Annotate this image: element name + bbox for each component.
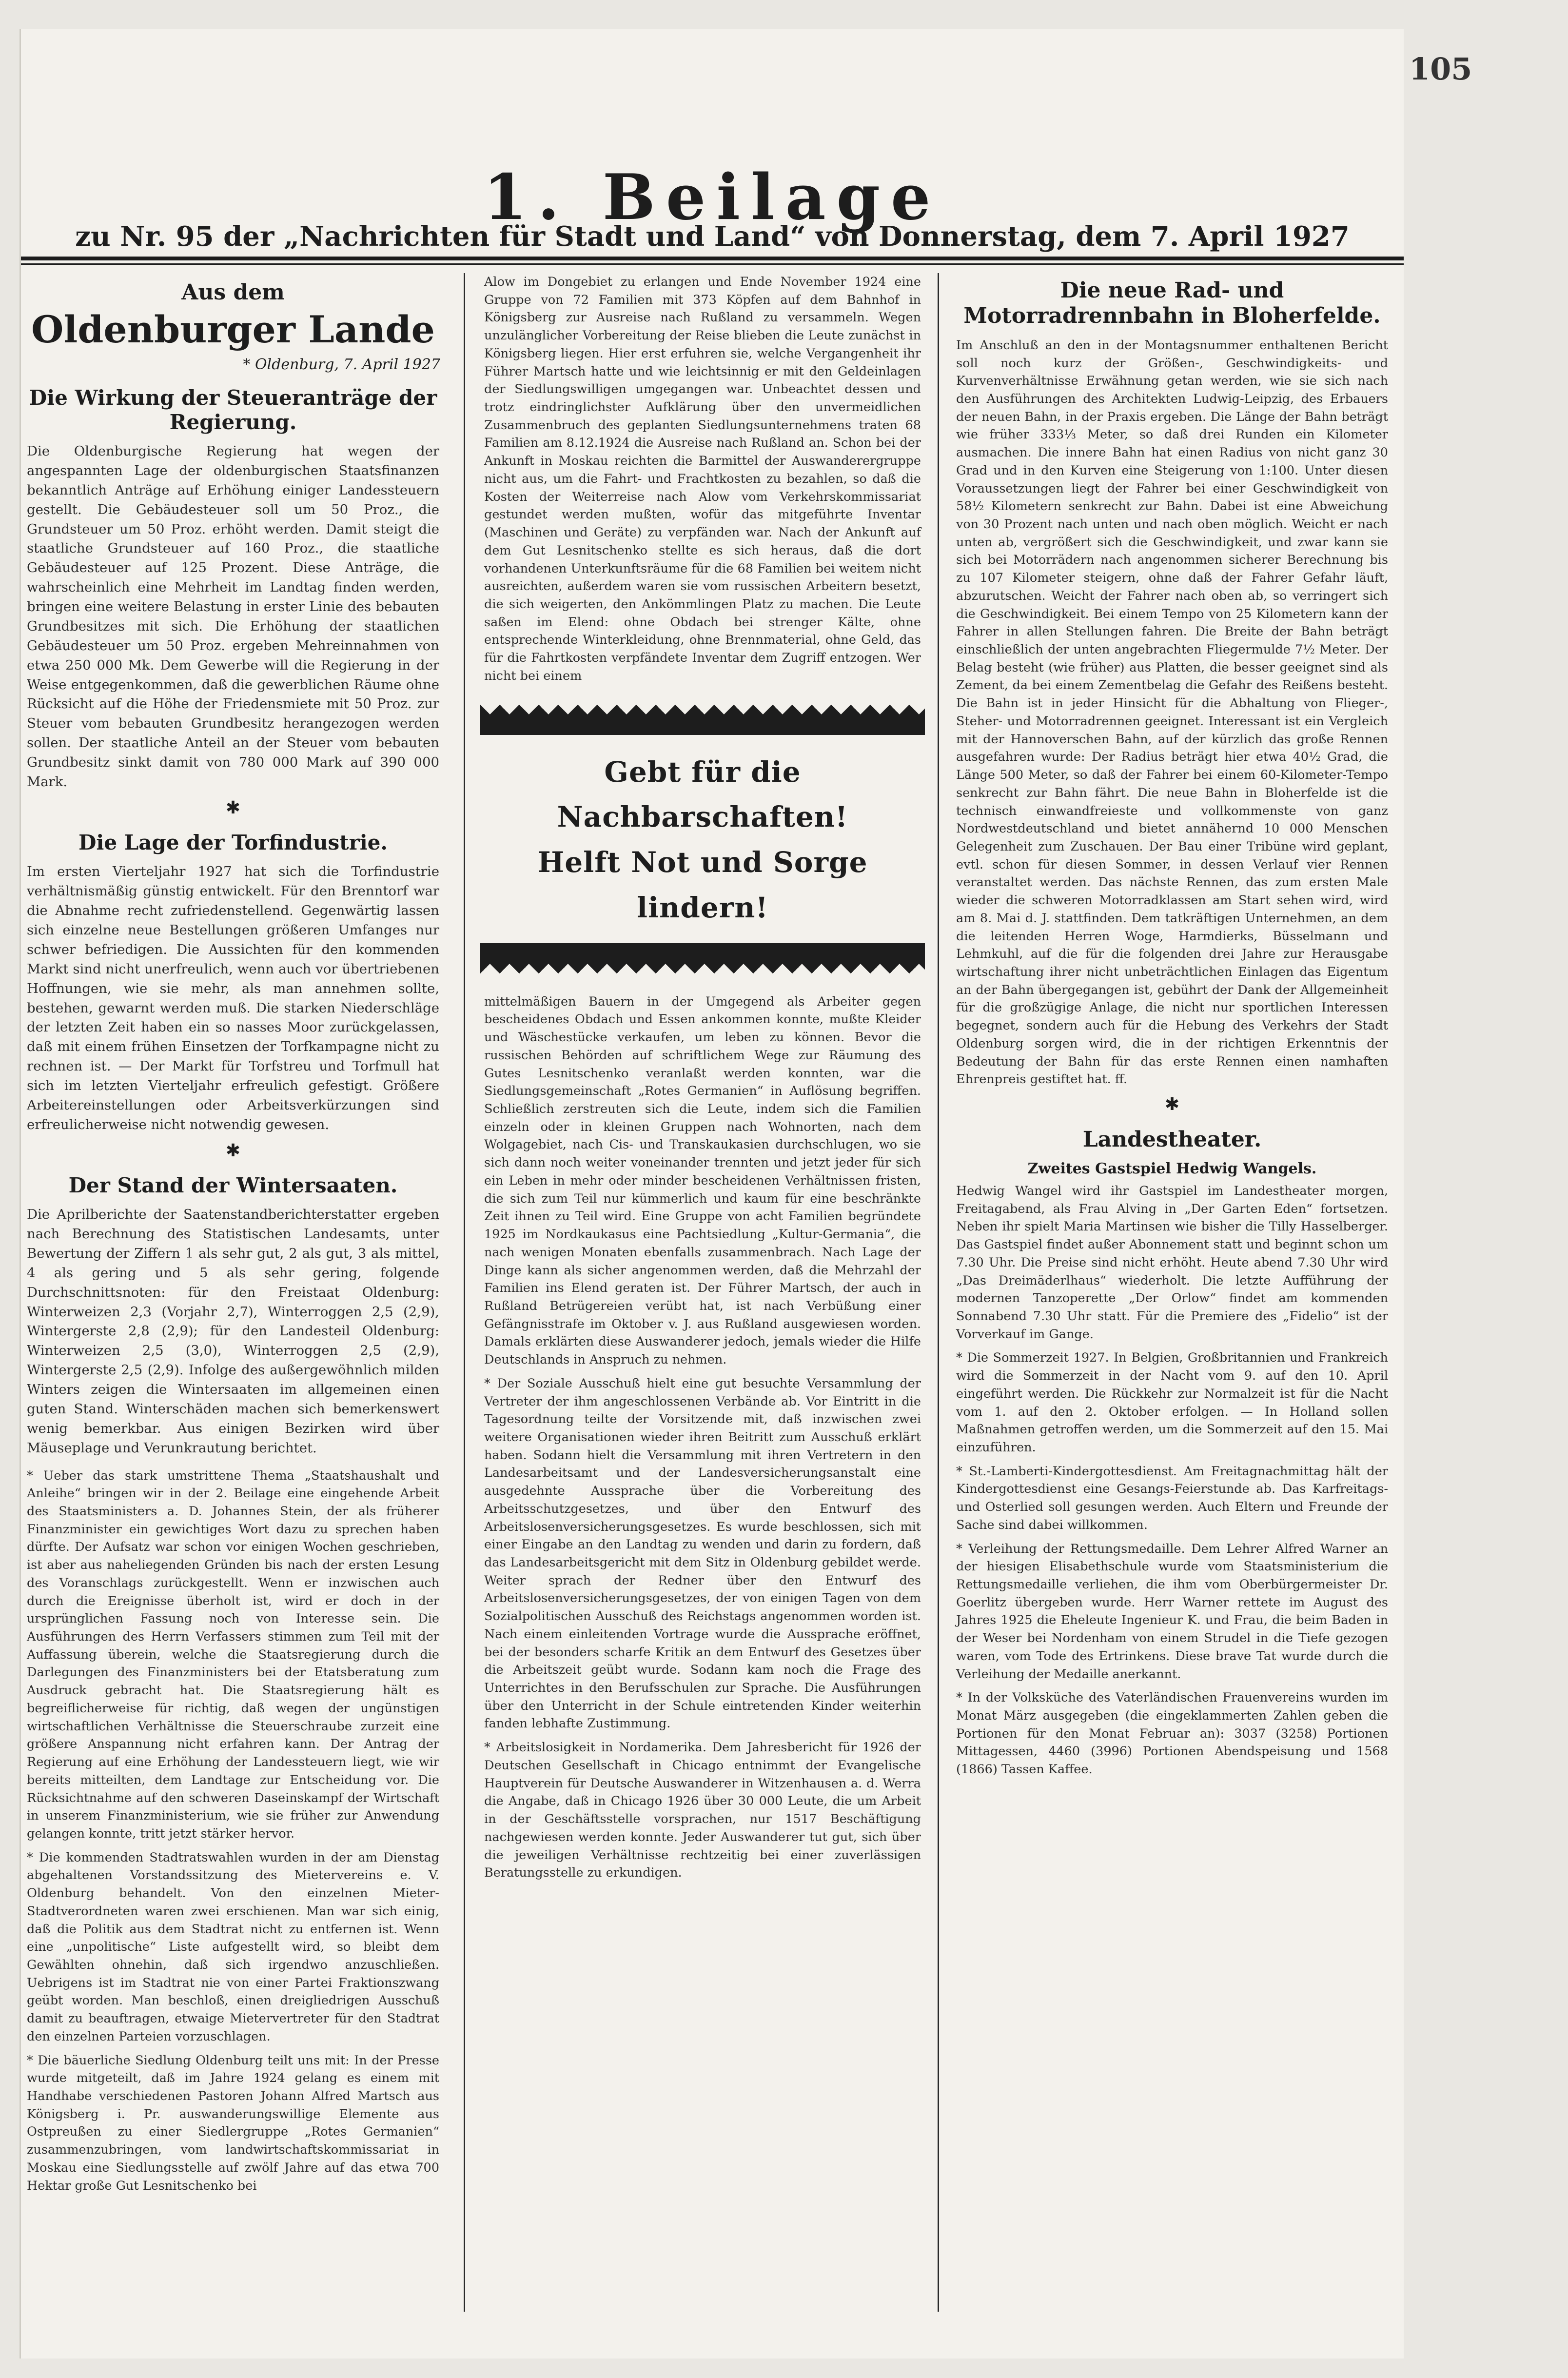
article-body-steueranträge: Die Oldenburgische Regierung hat wegen der angespannten Lage der oldenburgischen Staatsfinanzen bekanntlich Anträge auf Erhöhung einiger Landessteuern gestellt. Die Gebäudesteuer soll um 50 Proz., die Grundsteuer um 50 Proz. erhöht werden. Damit steigt die staatliche Grundsteuer auf 160 Proz., die staatliche Gebäudesteuer auf 125 Prozent. Diese Anträge, die wahrscheinlich eine Mehrheit im Landtag finden werden, bringen eine weitere Belastung in erster Linie des bebauten Grundbesitzes mit sich. Die Erhöhung der staatlichen Gebäudesteuer um 50 Proz. ergeben Mehreinnahmen von etwa 250 000 Mk. Dem Gewerbe will die Regierung in der Weise entgegenkommen, daß die gewerblichen Räume ohne Rücksicht auf die Höhe der Friedensmiete mit 50 Proz. zur Steuer vom bebauten Grundbesitz herangezogen werden sollen. Der staatliche Anteil an der Steuer vom bebauten Grundbesitz sinkt damit von 780 000 Mark auf 390 000 Mark. — [27, 443, 439, 790]
separator-star-icon: ✱ — [225, 1140, 241, 1161]
article-staatshaushalt: * Ueber das stark umstrittene Thema „Staatshaushalt und Anleihe“ bringen wir in der 2. Beilage eine eingehende Arbeit des Staatsministers a. D. Johannes Stein, der als früherer Finanzminister ein gewichtiges Wort dazu zu sprechen haben dürfte. Der Aufsatz war schon vor einigen Wochen geschrieben, ist aber aus naheliegenden Gründen bis nach der ersten Lesung des Voranschlags zurückgestellt. Wenn er inzwischen auch durch die Ereignisse überholt ist, wird er doch in der ursprünglichen Fassung noch von Interesse sein. Die Ausführungen des Herrn Verfassers stimmen zum Teil mit der Auffassung überein, welche die Staatsregierung durch die Darlegungen des Finanzministers bei der Etatsberatung zum Ausdruck gebracht hat. Die Staatsregierung hält es begreiflicherweise für richtig, daß wegen der ungünstigen wirtschaftlichen Verhältnisse die Steuerschraube zurzeit eine größere Anspannung nicht erfahren kann. Der Antrag der Regierung auf eine Erhöhung der Landessteuern liegt, wie wir bereits mitteilten, dem Landtage zur Entscheidung vor. Die Rücksichtnahme auf den schweren Daseinskampf der Wirtschaft in unserem Finanzministerium, wie sie früher zur Anwendung gelangen konnte, tritt jetzt stärker hervor. — [27, 1468, 439, 1841]
appeal-line-1: Gebt für die Nachbarschaften! — [557, 755, 848, 834]
article-subtitle-landestheater: Zweites Gastspiel Hedwig Wangels. — [1027, 1160, 1317, 1177]
appeal-border-top — [480, 703, 925, 730]
supplement-subtitle: zu Nr. 95 der „Nachrichten für Stadt und Land“ von Donnerstag, dem 7. April 1927 — [75, 220, 1350, 253]
masthead-rule-thick — [21, 257, 1404, 260]
column-divider-2 — [938, 273, 939, 2312]
separator-star-icon: ✱ — [225, 797, 241, 818]
article-title-wintersaaten: Der Stand der Wintersaaten. — [68, 1173, 398, 1197]
column-2 — [478, 273, 927, 2312]
appeal-border-bottom — [480, 948, 925, 975]
article-title-rennbahn: Die neue Rad- und Motorradrennbahn in Bloherfelde. — [963, 278, 1381, 328]
supplement-title: 1. Beilage — [483, 161, 941, 234]
separator-star-icon: ✱ — [1164, 1094, 1180, 1114]
column-divider-1 — [464, 273, 465, 2312]
article-body-wintersaaten: Die Aprilberichte der Saatenstandberichterstatter ergeben nach Berechnung des Statistischen Landesamts, unter Bewertung der Ziffern 1 als sehr gut, 2 als gut, 3 als mittel, 4 als gering und 5 als sehr gering, folgende Durchschnittsnoten: für den Freistaat Oldenburg: Winterweizen 2,3 (Vorjahr 2,7), Winterroggen 2,5 (2,9), Wintergerste 2,8 (2,9); für den Landesteil Oldenburg: Winterweizen 2,5 (3,0), Winterroggen 2,5 (2,9), Wintergerste 2,5 (2,9). Infolge des außergewöhnlich milden Winters zeigen die Wintersaaten im allgemeinen einen guten Stand. Winterschäden machen sich bemerkenswert wenig bemerkbar. Aus einigen Bezirken wird über Mäuseplage und Verunkrautung berichtet. — [27, 1207, 439, 1456]
article-body-landestheater: Hedwig Wangel wird ihr Gastspiel im Landestheater morgen, Freitagabend, als Frau Alving in „Der Garten Eden“ fortsetzen. Neben ihr spielt Maria Martinsen wie bisher die Tilly Hasselberger. Das Gastspiel findet außer Abonnement statt und beginnt schon um 7.30 Uhr. Die Preise sind nicht erhöht. Heute abend 7.30 Uhr wird „Das Dreimäderlhaus“ wiederholt. Die letzte Aufführung der modernen Tanzoperette „Der Orlow“ findet am kommenden Sonnabend 7.30 Uhr statt. Für die Premiere des „Fidelio“ ist der Vorverkauf im Gange. — [956, 1183, 1388, 1342]
article-siedlung: * Die bäuerliche Siedlung Oldenburg teilt uns mit: In der Presse wurde mitgeteilt, daß im Jahre 1924 gelang es einem mit Handhabe verschiedenen Pastoren Johann Alfred Martsch aus Königsberg i. Pr. auswanderungswillige Elemente aus Ostpreußen zu einer Siedlergruppe „Rotes Germanien“ zusammenzubringen, vom landwirtschaftskommissariat in Moskau eine Siedlungsstelle auf zwölf Jahre auf das etwa 700 Hektar große Gut Lesnitschenko bei — [27, 2053, 439, 2193]
column-3 — [950, 273, 1394, 2312]
article-body-rennbahn: Im Anschluß an den in der Montagsnummer enthaltenen Bericht soll noch kurz der Größen-, Geschwindigkeits- und Kurvenverhältnisse Erwähnung getan werden, wie sie sich nach den Ausführungen des Architekten Ludwig-Leipzig, des Erbauers der neuen Bahn, in der Praxis ergeben. Die Länge der Bahn beträgt wie früher 333⅓ Meter, so daß drei Runden ein Kilometer ausmachen. Die innere Bahn hat einen Radius von nicht ganz 30 Grad und in den Kurven eine Steigerung von 1:100. Unter diesen Voraussetzungen liegt der Fahrer bei einer Geschwindigkeit von 58½ Kilometern senkrecht zur Bahn. Dabei ist eine Abweichung von 30 Prozent nach unten und nach oben möglich. Weicht er nach unten ab, vergrößert sich die Geschwindigkeit, und zwar kann sie sich bei Motorrädern nach angenommen sicherer Berechnung bis zu 107 Kilometer steigern, ohne daß der Fahrer Gefahr läuft, abzurutschen. Weicht der Fahrer nach oben ab, so verringert sich die Geschwindigkeit. Bei einem Tempo von 25 Kilometern kann der Fahrer in allen Stellungen fahren. Die Breite der Bahn beträgt einschließlich der unten angebrachten Fliegermulde 7½ Meter. Der Belag besteht (wie früher) aus Platten, die besser geeignet sind als Zement, da bei einem Zementbelag die Gefahr des Reißens besteht. Die Bahn ist in jeder Hinsicht für die Abhaltung von Flieger-, Steher- und Motorradrennen geeignet. Interessant ist ein Vergleich mit der Hannoverschen Bahn, auf der kürzlich das große Rennen ausgefahren wurde: Der Radius beträgt hier etwa 40½ Grad, die Länge 500 Meter, so daß der Fahrer bei einem 60-Kilometer-Tempo senkrecht zur Bahn fährt. Die neue Bahn in Bloherfelde ist die technisch einwandfreieste und vollkommenste von ganz Nordwestdeutschland und bietet annähernd 10 000 Menschen Gelegenheit zum Zuschauen. Der Bau einer Tribüne wird geplant, evtl. schon für diesen Sommer, in dessen Verlauf vier Rennen veranstaltet werden. Das nächste Rennen, das zum ersten Male wieder die schweren Motorradklassen am Start sehen wird, wird am 8. Mai d. J. stattfinden. Dem tatkräftigen Unternehmen, an dem die leitenden Herren Woge, Harmdierks, Büsselmann und Lehmkuhl, auf die für die folgenden drei Jahre zur Herausgabe wirtschaftung ihrer nicht unbeträchtlichen Einlagen das Eigentum an der Bahn übergegangen ist, gebührt der Dank der Allgemeinheit für die großzügige Anlage, die nicht nur sportlichen Interessen begegnet, sondern auch für die Hebung des Verkehrs der Stadt Oldenburg sorgen wird, die in der richtigen Erkenntnis der Bedeutung der Bahn für das erste Rennen einen namhaften Ehrenpreis gestiftet hat. ff. — [956, 337, 1388, 1087]
column-1 — [21, 273, 445, 2312]
appeal-box — [480, 703, 925, 975]
article-rettungsmedaille: * Verleihung der Rettungsmedaille. Dem Lehrer Alfred Warner an der hiesigen Elisabethschule wurde vom Staatsministerium die Rettungsmedaille verliehen, die ihm vom Oberbürgermeister Dr. Goerlitz übergeben wurde. Herr Warner rettete im August des Jahres 1925 die Eheleute Ingenieur K. und Frau, die beim Baden in der Weser bei Nordenham von einem Strudel in die Tiefe gezogen waren, vom Tode des Ertrinkens. Diese brave Tat wurde durch die Verleihung der Medaille anerkannt. — [956, 1541, 1388, 1682]
appeal-line-2: Helft Not und Sorge lindern! — [537, 846, 868, 924]
newspaper-sheet — [20, 29, 1404, 2358]
article-body-torfindustrie: Im ersten Vierteljahr 1927 hat sich die Torfindustrie verhältnismäßig günstig entwickelt. Für den Brenntorf war die Abnahme recht zufriedenstellend. Gegenwärtig lassen sich einzelne neue Bestellungen größeren Umfanges nur schwer befriedigen. Die Aussichten für den kommenden Markt sind nicht unerfreulich, wenn auch vor übertriebenen Hoffnungen, wie sie mehr, als man annehmen sollte, bestehen, gewarnt werden muß. Die starken Niederschläge der letzten Zeit haben ein so nasses Moor zurückgelassen, daß mit einem frühen Einsetzen der Torfkampagne nicht zu rechnen ist. — Der Markt für Torfstreu und Torfmull hat sich im letzten Vierteljahr erfreulich gefestigt. Größere Arbeitereinstellungen oder Arbeitsverkürzungen sind erfreulicherweise nicht notwendig gewesen. — [27, 864, 439, 1132]
article-continuation-siedlung: Alow im Dongebiet zu erlangen und Ende November 1924 eine Gruppe von 72 Familien mit 373 Köpfen auf dem Bahnhof in Königsberg zur Ausreise nach Rußland zu versammeln. Wegen unzulänglicher Vorbereitung der Reise blieben die Leute zunächst in Königsberg liegen. Hier erst erfuhren sie, welche Vergangenheit ihr Führer Martsch hatte und wie leichtsinnig er mit den Geldeinlagen der Siedlungswilligen umgegangen war. Unbeachtet dessen und trotz eindringlichster Aufklärung über den unvermeidlichen Zusammenbruch des geplanten Siedlungsunternehmens traten 68 Familien am 8.12.1924 die Ausreise nach Rußland an. Schon bei der Ankunft in Moskau reichten die Barmittel der Auswanderergruppe nicht aus, um die Fahrt- und Frachtkosten zu bezahlen, so daß die Kosten der Weiterreise nach Alow vom Verkehrskommissariat gestundet werden mußten, wofür das mitgeführte Inventar (Maschinen und Geräte) zu verpfänden war. Nach der Ankunft auf dem Gut Lesnitschenko stellte es sich heraus, daß die dort vorhandenen Unterkunftsräume für die 68 Familien bei weitem nicht ausreichten, außerdem waren sie vom russischen Arbeitern besetzt, die sich weigerten, den Ankömmlingen Platz zu machen. Die Leute saßen im Elend: ohne Obdach bei strenger Kälte, ohne entsprechende Winterkleidung, ohne Brennmaterial, ohne Geld, das für die Fahrtkosten verpfändete Inventar dem Zugriff entzogen. Wer nicht bei einem — [484, 275, 921, 683]
article-volkskueche: * In der Volksküche des Vaterländischen Frauenvereins wurden im Monat März ausgegeben (die eingeklammerten Zahlen geben die Portionen für den Monat Februar an): 3037 (3258) Portionen Mittagessen, 4460 (3996) Portionen Abendspeisung und 1568 (1866) Tassen Kaffee. — [956, 1690, 1388, 1777]
article-continuation-auswanderer: mittelmäßigen Bauern in der Umgegend als Arbeiter gegen bescheidenes Obdach und Essen ankommen konnte, mußte Kleider und Wäschestücke verkaufen, um leben zu können. Bevor die russischen Behörden auf schriftlichem Wege zur Räumung des Gutes Lesnitschenko veranlaßt werden konnten, war die Siedlungsgemeinschaft „Rotes Germanien“ in Auflösung begriffen. Schließlich zerstreuten sich die Leute, indem sich die Familien einzeln oder in kleinen Gruppen nach Wohnorten, nach dem Wolgagebiet, nach Cis- und Transkaukasien durchschlugen, wo sie sich dann noch weiter voneinander trennten und jetzt jeder für sich ein Leben in mehr oder minder bescheidenen Verhältnissen fristen, die sich zum Teil nur kümmerlich und kaum für eine beschränkte Zeit ihnen zu Teil wird. Eine Gruppe von acht Familien begründete 1925 im Nordkaukasus eine Pachtsiedlung „Kultur-Germania“, die nach wenigen Monaten ebenfalls zusammenbrach. Nach Lage der Dinge kann als sicher angenommen werden, daß die Mehrzahl der Familien ins Elend geraten ist. Der Führer Martsch, der auch in Rußland Betrügereien verübt hat, ist nach Verbüßung einer Gefängnisstrafe im Oktober v. J. aus Rußland ausgewiesen worden. Damals erklärten diese Auswanderer jedoch, jemals wieder die Hilfe Deutschlands in Anspruch zu nehmen. — [484, 994, 921, 1367]
article-stadtratswahlen: * Die kommenden Stadtratswahlen wurden in der am Dienstag abgehaltenen Vorstandssitzung des Mietervereins e. V. Oldenburg behandelt. Von den einzelnen Mieter-Stadtverordneten waren zwei erschienen. Man war sich einig, daß die Politik aus dem Stadtrat nicht zu entfernen ist. Wenn eine „unpolitische“ Liste aufgestellt wird, so bleibt dem Gewählten ohnehin, daß sich irgendwo anzuschließen. Uebrigens ist im Stadtrat nie von einer Partei Fraktionszwang geübt worden. Man beschloß, einen dreigliedrigen Ausschuß damit zu beauftragen, etwaige Mietervertreter für den Stadtrat den einzelnen Parteien vorzuschlagen. — [27, 1850, 439, 2044]
article-sozialer-ausschuss: * Der Soziale Ausschuß hielt eine gut besuchte Versammlung der Vertreter der ihm angeschlossenen Verbände ab. Vor Eintritt in die Tagesordnung teilte der Vorsitzende mit, daß inzwischen zwei weitere Organisationen wieder ihren Beitritt zum Ausschuß erklärt haben. Sodann hielt die Versammlung mit ihren Vertretern in den Landesarbeitsamt und der Landesversicherungsanstalt eine ausgedehnte Aussprache über die Vorbereitung des Arbeitsschutzgesetzes, und über den Entwurf des Arbeitslosenversicherungsgesetzes. Es wurde beschlossen, sich mit einer Eingabe an den Landtag zu wenden und darin zu fordern, daß das Landesarbeitsgericht mit dem Sitz in Oldenburg gebildet werde. Weiter sprach der Redner über den Entwurf des Arbeitslosenversicherungsgesetzes, der von einigen Tagen von dem Sozialpolitischen Ausschuß des Reichstags angenommen worden ist. Nach einem einleitenden Vortrage wurde die Aussprache eröffnet, bei der besonders scharfe Kritik an dem Entwurf des Gesetzes über die Arbeitszeit geübt wurde. Sodann kam noch die Frage des Unterrichtes in den Berufsschulen zur Sprache. Die Ausführungen über den Unterricht in der Schule eintretenden Kinder weiterhin fanden lebhafte Zustimmung. — [484, 1376, 921, 1731]
article-arbeitslosigkeit-nordamerika: * Arbeitslosigkeit in Nordamerika. Dem Jahresbericht für 1926 der Deutschen Gesellschaft in Chicago entnimmt der Evangelische Hauptverein für Deutsche Auswanderer in Witzenhausen a. d. Werra die Angabe, daß in Chicago 1926 über 30 000 Leute, die um Arbeit in der Geschäftsstelle vorsprachen, nur 1517 Beschäftigung nachgewiesen werden konnte. Jeder Auswanderer tut gut, sich über die jeweiligen Verhältnisse rechtzeitig bei einer zuverlässigen Beratungsstelle zu erkundigen. — [484, 1740, 921, 1881]
section-title: Oldenburger Lande — [31, 308, 435, 351]
article-title-torfindustrie: Die Lage der Torfindustrie. — [78, 830, 388, 854]
masthead-rule-thin — [21, 263, 1404, 265]
section-kicker: Aus dem — [181, 280, 285, 305]
article-title-steueranträge: Die Wirkung der Steueranträge der Regierung. — [29, 386, 437, 434]
article-kindergottesdienst: * St.-Lamberti-Kindergottesdienst. Am Freitagnachmittag hält der Kindergottesdienst eine Gesangs-Feierstunde ab. Das Karfreitags- und Osterlied soll gesungen werden. Auch Eltern und Freunde der Sache sind dabei willkommen. — [956, 1464, 1388, 1532]
page-number: 105 — [1409, 51, 1472, 87]
article-title-landestheater: Landestheater. — [1082, 1127, 1262, 1152]
dateline: * Oldenburg, 7. April 1927 — [243, 356, 440, 373]
article-sommerzeit: * Die Sommerzeit 1927. In Belgien, Großbritannien und Frankreich wird die Sommerzeit in der Nacht vom 9. auf den 10. April eingeführt werden. Die Rückkehr zur Normalzeit ist für die Nacht vom 1. auf den 2. Oktober erfolgen. — In Holland sollen Maßnahmen getroffen werden, um die Sommerzeit auf den 15. Mai einzuführen. — [956, 1350, 1388, 1455]
